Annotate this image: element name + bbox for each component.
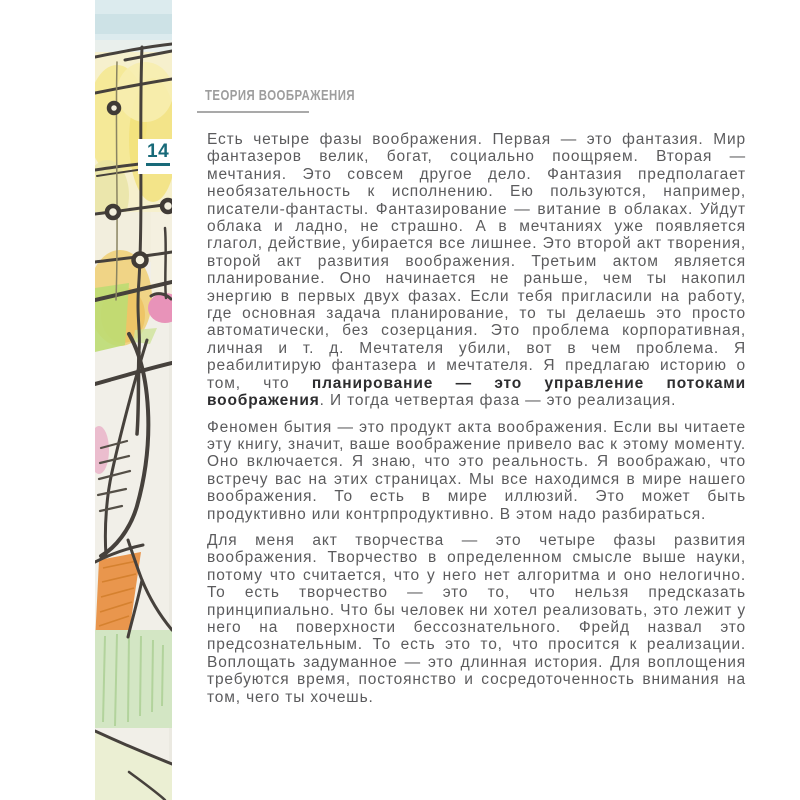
paragraph-1 [207,131,746,410]
margin-illustration [95,0,172,800]
page-number: 14 [146,142,170,166]
paragraph-1-bold-emphasis: планирование — это управление потоками воображения [207,374,746,410]
paragraph-3: Для меня акт творчества — это четыре фазы развития воображения. Творчество в определенном смысле выше науки, потому что считается, что у него нет алгоритма и оно нелогично. То есть творчество — это то, что нельзя предсказать принципиально. Что бы человек ни хотел реализовать, это лежит у него на поверхности бессознательного. Фрейд назвал это предсознательным. То есть это то, что просится к реализации. Воплощать задуманное — это длинная история. Для воплощения требуются время, постоянство и сосредоточенность внимания на том, чего ты хочешь. [207,531,746,706]
body-text [207,131,746,715]
chapter-title-underline [197,111,309,113]
chapter-title: ТЕОРИЯ ВООБРАЖЕНИЯ [205,87,356,104]
paragraph-2: Феномен бытия — это продукт акта воображения. Если вы читаете эту книгу, значит, ваше воображение привело вас к этому моменту. Оно включается. Я знаю, что это реальность. Я воображаю, что встречу вас на этих страницах. Мы все находимся в мире нашего воображения. То есть в мире иллюзий. Это может быть продуктивно или контрпродуктивно. В этом надо разбираться. [207,418,746,523]
paragraph-1-text-start: Есть четыре фазы воображения. Первая — это фантазия. Мир фантазеров велик, богат, социально поощряем. Вторая — мечтания. Это совсем другое дело. Фантазия предполагает необязательность к исполнению. Ею пользуются, например, писатели-фантасты. Фантазирование — витание в облаках. Уйдут облака и ладно, не страшно. А в мечтаниях уже появляется глагол, действие, убирается все лишнее. Это второй акт творения, второй акт развития воображения. Третьим актом является планирование. Оно начинается не раньше, чем ты накопил энергию в первых двух фазах. Если тебя пригласили на работу, где основная задача планирование, то ты делаешь это просто автоматически, без созерцания. Это проблема корпоративная, личная и т. д. Мечтателя убили, вот в чем проблема. Я реабилитирую фантазера и мечтателя. Я предлагаю историю о том, что [207,131,746,392]
paragraph-1-text-end: . И тогда четвертая фаза — это реализация. [319,392,677,410]
page-number-box [138,139,178,174]
